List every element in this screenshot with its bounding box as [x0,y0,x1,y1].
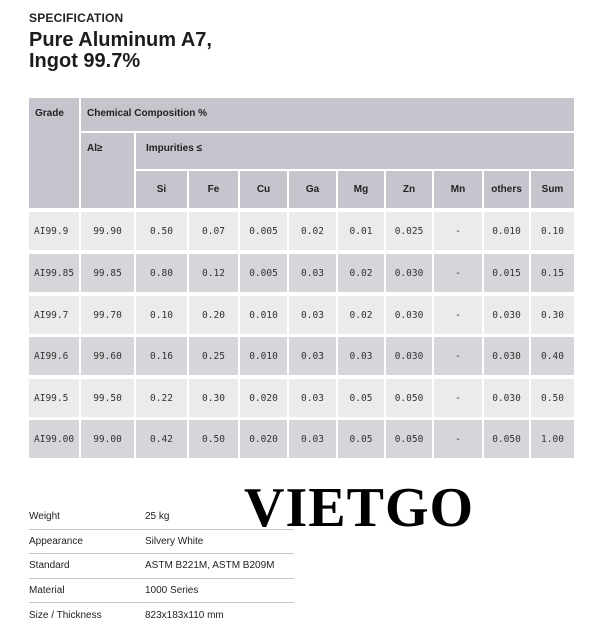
cell-sum: 1.00 [531,420,574,458]
cell-mn: - [434,420,482,458]
cell-fe: 0.12 [189,254,238,292]
property-label: Appearance [29,535,83,547]
element-header-others: others [484,171,529,208]
cell-al: 99.00 [81,420,134,458]
chemical-composition-table [29,98,574,460]
cell-others: 0.015 [484,254,529,292]
element-header-mg: Mg [338,171,384,208]
grade-cell: AI99.00 [29,420,79,458]
cell-zn: 0.025 [386,212,432,250]
cell-fe: 0.20 [189,296,238,334]
cell-si: 0.10 [136,296,187,334]
element-header-fe: Fe [189,171,238,208]
property-label: Standard [29,560,70,572]
cell-cu: 0.020 [240,379,287,417]
cell-others: 0.050 [484,420,529,458]
cell-mg: 0.02 [338,254,384,292]
cell-sum: 0.30 [531,296,574,334]
cell-mn: - [434,337,482,375]
property-label: Size / Thickness [29,609,102,621]
title-line-2: Ingot 99.7% [29,50,141,72]
grade-cell: AI99.6 [29,337,79,375]
cell-zn: 0.030 [386,254,432,292]
grade-cell: AI99.5 [29,379,79,417]
cell-mn: - [434,379,482,417]
cell-ga: 0.02 [289,212,336,250]
element-header-sum: Sum [531,171,574,208]
grade-cell: AI99.7 [29,296,79,334]
property-row [29,554,294,579]
cell-si: 0.16 [136,337,187,375]
cell-si: 0.22 [136,379,187,417]
cell-al: 99.60 [81,337,134,375]
spec-kicker: SPECIFICATION [29,11,124,25]
cell-sum: 0.10 [531,212,574,250]
element-header-mn: Mn [434,171,482,208]
cell-cu: 0.010 [240,337,287,375]
property-label: Material [29,584,65,596]
cell-si: 0.42 [136,420,187,458]
cell-fe: 0.50 [189,420,238,458]
element-header-si: Si [136,171,187,208]
cell-ga: 0.03 [289,296,336,334]
cell-ga: 0.03 [289,379,336,417]
property-label: Weight [29,511,60,523]
cell-cu: 0.005 [240,254,287,292]
cell-sum: 0.50 [531,379,574,417]
cell-zn: 0.030 [386,337,432,375]
title-line-1: Pure Aluminum A7, [29,29,212,51]
cell-ga: 0.03 [289,420,336,458]
element-header-ga: Ga [289,171,336,208]
cell-zn: 0.050 [386,420,432,458]
cell-cu: 0.005 [240,212,287,250]
cell-others: 0.010 [484,212,529,250]
cell-mn: - [434,212,482,250]
cell-mg: 0.02 [338,296,384,334]
cell-sum: 0.15 [531,254,574,292]
property-value: Silvery White [145,535,204,547]
vietgo-watermark: VIETGO [244,477,475,539]
cell-zn: 0.050 [386,379,432,417]
property-value: 823x183x110 mm [145,609,224,621]
cell-cu: 0.010 [240,296,287,334]
property-value: 1000 Series [145,584,199,596]
cell-fe: 0.25 [189,337,238,375]
cell-cu: 0.020 [240,420,287,458]
cell-si: 0.80 [136,254,187,292]
cell-mn: - [434,296,482,334]
al-header: Al≥ [81,133,134,208]
page-title [29,30,212,72]
grade-cell: AI99.9 [29,212,79,250]
cell-ga: 0.03 [289,254,336,292]
cell-mn: - [434,254,482,292]
impurities-header: Impurities ≤ [136,133,574,169]
property-row [29,603,294,628]
property-value: 25 kg [145,511,170,523]
cell-sum: 0.40 [531,337,574,375]
element-header-zn: Zn [386,171,432,208]
grade-cell: AI99.85 [29,254,79,292]
grade-header: Grade [29,98,79,208]
cell-mg: 0.05 [338,420,384,458]
cell-al: 99.85 [81,254,134,292]
cell-mg: 0.05 [338,379,384,417]
property-row [29,579,294,604]
cell-al: 99.50 [81,379,134,417]
cell-mg: 0.03 [338,337,384,375]
composition-header: Chemical Composition % [81,98,574,131]
cell-al: 99.70 [81,296,134,334]
cell-fe: 0.07 [189,212,238,250]
cell-al: 99.90 [81,212,134,250]
cell-zn: 0.030 [386,296,432,334]
cell-si: 0.50 [136,212,187,250]
cell-others: 0.030 [484,379,529,417]
property-value: ASTM B221M, ASTM B209M [145,560,275,572]
cell-mg: 0.01 [338,212,384,250]
cell-ga: 0.03 [289,337,336,375]
cell-fe: 0.30 [189,379,238,417]
cell-others: 0.030 [484,296,529,334]
element-header-cu: Cu [240,171,287,208]
cell-others: 0.030 [484,337,529,375]
